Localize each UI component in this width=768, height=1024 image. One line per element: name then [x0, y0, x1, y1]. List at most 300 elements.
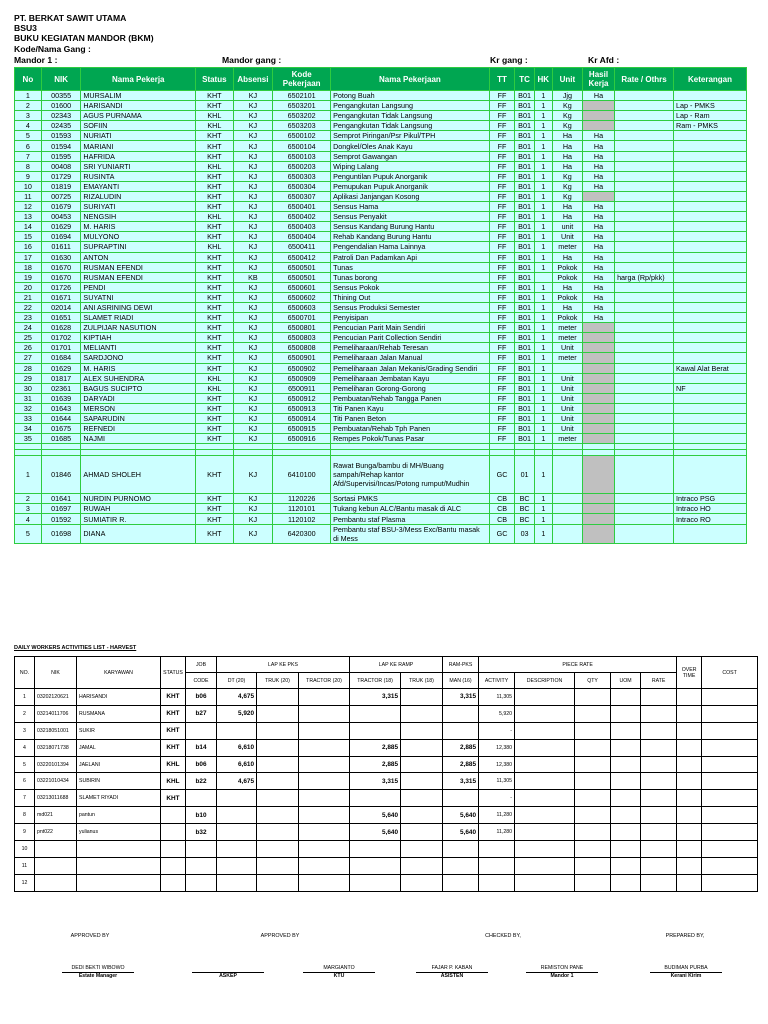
- table-cell: Intraco RO: [674, 514, 747, 524]
- table-row: [15, 302, 747, 312]
- table-cell: B01: [515, 171, 534, 181]
- table-cell: 4: [15, 739, 35, 756]
- table-cell: [641, 773, 677, 790]
- table-cell: [350, 722, 401, 739]
- table-row: [15, 722, 758, 739]
- table-cell: KJ: [233, 434, 273, 444]
- table-cell: [611, 807, 641, 824]
- table-cell: [641, 841, 677, 858]
- table-cell: SARDJONO: [81, 353, 196, 363]
- table-cell: 01629: [41, 222, 81, 232]
- bkm-col-header: Nama Pekerja: [81, 68, 196, 91]
- table-cell: 1: [534, 343, 552, 353]
- table-cell: 01846: [41, 456, 81, 494]
- table-cell: [257, 722, 299, 739]
- table-cell: [257, 773, 299, 790]
- table-cell: [611, 874, 641, 891]
- dw-h-cost: COST: [702, 657, 758, 689]
- table-row: [15, 494, 747, 504]
- table-cell: FF: [489, 414, 515, 424]
- table-cell: KJ: [233, 343, 273, 353]
- table-cell: Ram - PMKS: [674, 121, 747, 131]
- table-cell: Pemeliharaan Jalan Manual: [331, 353, 490, 363]
- table-cell: Rempes Pokok/Tunas Pasar: [331, 434, 490, 444]
- table-cell: ANTON: [81, 252, 196, 262]
- table-cell: Sensus Hama: [331, 202, 490, 212]
- table-cell: [641, 689, 677, 706]
- table-cell: 11,280: [479, 824, 515, 841]
- table-cell: Ha: [582, 222, 614, 232]
- table-row: [15, 414, 747, 424]
- table-cell: [615, 141, 674, 151]
- table-cell: [217, 841, 257, 858]
- table-cell: Pokok: [552, 272, 582, 282]
- table-cell: 6500603: [273, 302, 331, 312]
- table-cell: B01: [515, 181, 534, 191]
- table-row: [15, 242, 747, 252]
- table-cell: FF: [489, 161, 515, 171]
- table-cell: [552, 524, 582, 543]
- table-cell: [674, 343, 747, 353]
- table-cell: [674, 323, 747, 333]
- table-cell: [257, 874, 299, 891]
- table-cell: [615, 514, 674, 524]
- table-cell: KHT: [161, 722, 186, 739]
- table-cell: 2,885: [443, 756, 479, 773]
- table-cell: MARIANI: [81, 141, 196, 151]
- table-cell: [257, 705, 299, 722]
- table-cell: KHT: [196, 101, 234, 111]
- table-cell: [350, 841, 401, 858]
- table-cell: [161, 841, 186, 858]
- table-cell: 01630: [41, 252, 81, 262]
- table-cell: FF: [489, 111, 515, 121]
- table-cell: 29: [15, 373, 42, 383]
- table-cell: [677, 756, 702, 773]
- table-cell: KHT: [196, 272, 234, 282]
- table-cell: KHT: [196, 353, 234, 363]
- table-cell: Ha: [582, 212, 614, 222]
- table-cell: 6500913: [273, 403, 331, 413]
- table-cell: KHT: [196, 232, 234, 242]
- table-cell: [641, 756, 677, 773]
- table-cell: 02343: [41, 111, 81, 121]
- dw-title: DAILY WORKERS ACTIVITIES LIST - HARVEST: [14, 645, 137, 651]
- table-cell: [552, 504, 582, 514]
- table-cell: [582, 373, 614, 383]
- table-row: [15, 739, 758, 756]
- table-cell: KHT: [196, 302, 234, 312]
- table-cell: [515, 722, 575, 739]
- table-cell: Intraco PSG: [674, 494, 747, 504]
- table-cell: KHT: [196, 524, 234, 543]
- table-cell: [217, 807, 257, 824]
- bkm-col-header: Kode Pekerjaan: [273, 68, 331, 91]
- table-cell: 6410100: [273, 456, 331, 494]
- table-cell: B01: [515, 202, 534, 212]
- table-cell: HARISANDI: [81, 101, 196, 111]
- table-cell: 14: [15, 222, 42, 232]
- table-cell: 6500808: [273, 343, 331, 353]
- table-cell: Ha: [582, 171, 614, 181]
- table-cell: harga (Rp/pkk): [615, 272, 674, 282]
- table-cell: KJ: [233, 232, 273, 242]
- table-cell: [77, 841, 161, 858]
- table-cell: 6500801: [273, 323, 331, 333]
- table-cell: RUSMAN EFENDI: [81, 272, 196, 282]
- table-cell: 6500403: [273, 222, 331, 232]
- table-cell: Ha: [552, 202, 582, 212]
- table-cell: AHMAD SHOLEH: [81, 456, 196, 494]
- table-cell: 02014: [41, 302, 81, 312]
- table-cell: [677, 773, 702, 790]
- table-cell: 5: [15, 756, 35, 773]
- table-cell: [35, 857, 77, 874]
- table-cell: [674, 181, 747, 191]
- table-cell: KHT: [196, 323, 234, 333]
- table-cell: [615, 456, 674, 494]
- table-cell: BC: [515, 504, 534, 514]
- table-cell: B01: [515, 302, 534, 312]
- table-cell: KJ: [233, 91, 273, 101]
- table-cell: 00355: [41, 91, 81, 101]
- table-cell: KJ: [233, 456, 273, 494]
- table-cell: [702, 689, 758, 706]
- table-cell: Lap - Ram: [674, 111, 747, 121]
- table-cell: JAELANI: [77, 756, 161, 773]
- dw-h-ram-pks: RAM-PKS: [443, 657, 479, 673]
- table-cell: [674, 242, 747, 252]
- table-cell: [515, 807, 575, 824]
- table-cell: 01629: [41, 363, 81, 373]
- table-cell: 6503201: [273, 101, 331, 111]
- table-cell: 01592: [41, 514, 81, 524]
- table-cell: 2,885: [443, 739, 479, 756]
- table-cell: 4: [15, 514, 42, 524]
- table-cell: [674, 414, 747, 424]
- table-cell: 2,885: [350, 756, 401, 773]
- table-cell: [401, 705, 443, 722]
- table-cell: Sortasi PMKS: [331, 494, 490, 504]
- table-cell: [674, 524, 747, 543]
- table-cell: [443, 857, 479, 874]
- table-cell: 1: [534, 232, 552, 242]
- table-cell: 1: [534, 373, 552, 383]
- table-cell: 1: [534, 131, 552, 141]
- table-cell: Sensus Pokok: [331, 282, 490, 292]
- table-cell: 03218071738: [35, 739, 77, 756]
- table-cell: [582, 343, 614, 353]
- table-cell: B01: [515, 313, 534, 323]
- book-title: BUKU KEGIATAN MANDOR (BKM): [14, 33, 154, 43]
- gang-label: Kode/Nama Gang :: [14, 44, 91, 54]
- table-cell: 6,610: [217, 739, 257, 756]
- table-cell: Penyisipan: [331, 313, 490, 323]
- table-cell: FF: [489, 151, 515, 161]
- table-cell: Tunas borong: [331, 272, 490, 282]
- table-cell: [674, 91, 747, 101]
- table-cell: KJ: [233, 161, 273, 171]
- table-cell: HAFRIDA: [81, 151, 196, 161]
- table-cell: 12,380: [479, 739, 515, 756]
- table-cell: KHT: [196, 91, 234, 101]
- table-cell: 11,305: [479, 689, 515, 706]
- table-cell: KHL: [196, 161, 234, 171]
- table-cell: 31: [15, 393, 42, 403]
- table-row: [15, 272, 747, 282]
- table-cell: [299, 689, 350, 706]
- table-cell: 11,305: [479, 773, 515, 790]
- table-cell: [515, 773, 575, 790]
- table-cell: Ha: [552, 302, 582, 312]
- table-cell: [534, 272, 552, 282]
- bkm-header-row: [15, 68, 747, 91]
- table-row: [15, 181, 747, 191]
- table-cell: [552, 363, 582, 373]
- table-cell: 01594: [41, 141, 81, 151]
- table-cell: B01: [515, 212, 534, 222]
- table-cell: 10: [15, 181, 42, 191]
- table-cell: 12: [15, 874, 35, 891]
- table-cell: FF: [489, 222, 515, 232]
- table-cell: M. HARIS: [81, 222, 196, 232]
- table-cell: 01702: [41, 333, 81, 343]
- table-cell: [677, 705, 702, 722]
- dw-h-no: NO.: [15, 657, 35, 689]
- table-cell: meter: [552, 434, 582, 444]
- table-cell: [299, 874, 350, 891]
- table-cell: [582, 383, 614, 393]
- table-cell: Pembuatan/Rehab Tangga Panen: [331, 393, 490, 403]
- table-cell: 6500402: [273, 212, 331, 222]
- table-cell: KHT: [196, 282, 234, 292]
- table-cell: 1: [15, 689, 35, 706]
- bkm-col-header: TC: [515, 68, 534, 91]
- table-cell: Intraco HO: [674, 504, 747, 514]
- table-row: [15, 514, 747, 524]
- table-row: [15, 151, 747, 161]
- table-cell: [615, 161, 674, 171]
- table-cell: MULYONO: [81, 232, 196, 242]
- table-cell: 01684: [41, 353, 81, 363]
- table-cell: Titi Panen Kayu: [331, 403, 490, 413]
- bkm-col-header: No: [15, 68, 42, 91]
- table-cell: 01694: [41, 232, 81, 242]
- table-cell: [702, 705, 758, 722]
- table-cell: 1: [534, 262, 552, 272]
- table-cell: [257, 739, 299, 756]
- table-cell: KHT: [161, 790, 186, 807]
- table-cell: [615, 414, 674, 424]
- table-cell: [611, 857, 641, 874]
- table-cell: KHT: [196, 424, 234, 434]
- table-cell: 3,315: [350, 773, 401, 790]
- bkm-col-header: Keterangan: [674, 68, 747, 91]
- table-cell: KJ: [233, 333, 273, 343]
- table-cell: KHT: [196, 292, 234, 302]
- table-cell: b06: [186, 756, 217, 773]
- table-cell: FF: [489, 131, 515, 141]
- table-cell: [615, 222, 674, 232]
- table-cell: [575, 807, 611, 824]
- table-row: [15, 252, 747, 262]
- table-cell: [299, 756, 350, 773]
- sig-role-1: Estate Manager: [78, 973, 118, 979]
- table-cell: [615, 494, 674, 504]
- table-cell: MURSALIM: [81, 91, 196, 101]
- table-cell: [515, 824, 575, 841]
- table-cell: B01: [515, 101, 534, 111]
- table-cell: Titi Panen Beton: [331, 414, 490, 424]
- table-cell: [615, 121, 674, 131]
- table-cell: [582, 363, 614, 373]
- table-cell: 5,920: [479, 705, 515, 722]
- table-row: [15, 313, 747, 323]
- table-cell: B01: [515, 161, 534, 171]
- table-cell: B01: [515, 222, 534, 232]
- table-cell: [217, 722, 257, 739]
- table-row: [15, 456, 747, 494]
- table-cell: [674, 403, 747, 413]
- table-cell: [515, 874, 575, 891]
- table-cell: [161, 824, 186, 841]
- table-cell: KJ: [233, 202, 273, 212]
- table-cell: [702, 857, 758, 874]
- table-row: [15, 212, 747, 222]
- dw-h-activity: ACTIVITY: [479, 673, 515, 689]
- table-cell: [443, 874, 479, 891]
- table-cell: KHT: [196, 202, 234, 212]
- table-cell: [702, 841, 758, 858]
- table-cell: Ha: [582, 242, 614, 252]
- table-cell: KHT: [196, 141, 234, 151]
- table-cell: 13: [15, 212, 42, 222]
- table-cell: [161, 857, 186, 874]
- table-cell: 01639: [41, 393, 81, 403]
- table-cell: [677, 857, 702, 874]
- table-cell: EMAYANTI: [81, 181, 196, 191]
- table-cell: FF: [489, 292, 515, 302]
- table-cell: KJ: [233, 141, 273, 151]
- dw-table: [14, 656, 758, 892]
- table-cell: 02361: [41, 383, 81, 393]
- table-cell: [582, 456, 614, 494]
- table-cell: [582, 323, 614, 333]
- table-cell: SRI YUNIARTI: [81, 161, 196, 171]
- table-cell: Pembantu staf Plasma: [331, 514, 490, 524]
- table-cell: Ha: [582, 232, 614, 242]
- table-cell: 1: [15, 91, 42, 101]
- table-cell: HARISANDI: [77, 689, 161, 706]
- table-cell: KB: [233, 272, 273, 282]
- table-cell: 6500909: [273, 373, 331, 383]
- table-cell: 1: [534, 393, 552, 403]
- table-cell: [674, 434, 747, 444]
- table-cell: Ha: [582, 161, 614, 171]
- table-row: [15, 333, 747, 343]
- table-cell: [611, 689, 641, 706]
- table-cell: 1: [534, 504, 552, 514]
- table-cell: 6500911: [273, 383, 331, 393]
- table-row: [15, 323, 747, 333]
- table-cell: DIANA: [81, 524, 196, 543]
- table-cell: [582, 333, 614, 343]
- table-cell: [515, 739, 575, 756]
- table-row: [15, 393, 747, 403]
- table-cell: [674, 191, 747, 201]
- table-cell: [702, 874, 758, 891]
- table-row: [15, 824, 758, 841]
- table-cell: FF: [489, 181, 515, 191]
- table-cell: [615, 524, 674, 543]
- table-cell: KHT: [196, 313, 234, 323]
- table-cell: Semprot Gawangan: [331, 151, 490, 161]
- table-cell: Ha: [582, 282, 614, 292]
- table-cell: 2: [15, 705, 35, 722]
- table-cell: 01675: [41, 424, 81, 434]
- table-cell: [615, 393, 674, 403]
- table-cell: 6500914: [273, 414, 331, 424]
- table-cell: KJ: [233, 494, 273, 504]
- table-cell: B01: [515, 323, 534, 333]
- table-cell: 30: [15, 383, 42, 393]
- table-cell: KJ: [233, 414, 273, 424]
- table-cell: Kg: [552, 191, 582, 201]
- table-cell: 03221010434: [35, 773, 77, 790]
- table-cell: SLAMET RIADI: [81, 313, 196, 323]
- dw-h-qty: QTY: [575, 673, 611, 689]
- table-cell: 1: [534, 333, 552, 343]
- table-cell: FF: [489, 171, 515, 181]
- table-cell: [552, 456, 582, 494]
- table-cell: ALEX SUHENDRA: [81, 373, 196, 383]
- table-cell: KJ: [233, 383, 273, 393]
- table-cell: pantun: [77, 807, 161, 824]
- table-cell: 00453: [41, 212, 81, 222]
- table-cell: [674, 302, 747, 312]
- table-cell: KJ: [233, 262, 273, 272]
- table-cell: [615, 262, 674, 272]
- table-cell: Sensus Kandang Burung Hantu: [331, 222, 490, 232]
- table-cell: -: [479, 790, 515, 807]
- table-cell: Pemeliharan Gorong-Gorong: [331, 383, 490, 393]
- table-cell: b32: [186, 824, 217, 841]
- table-cell: KJ: [233, 171, 273, 181]
- table-cell: [674, 161, 747, 171]
- table-cell: KHL: [196, 383, 234, 393]
- table-cell: B01: [515, 111, 534, 121]
- table-cell: RUSMANA: [77, 705, 161, 722]
- table-cell: KHL: [161, 773, 186, 790]
- sig-name-3: MARGIANTO: [303, 965, 375, 973]
- table-cell: Ha: [582, 272, 614, 282]
- table-cell: 1: [534, 434, 552, 444]
- table-cell: [217, 824, 257, 841]
- table-cell: 5,640: [350, 824, 401, 841]
- table-cell: [615, 323, 674, 333]
- table-cell: Ha: [582, 151, 614, 161]
- table-cell: 01651: [41, 313, 81, 323]
- table-cell: [161, 807, 186, 824]
- table-cell: 01729: [41, 171, 81, 181]
- table-cell: 1: [534, 222, 552, 232]
- table-cell: 1120101: [273, 504, 331, 514]
- table-cell: 3,315: [443, 689, 479, 706]
- table-cell: RUSMAN EFENDI: [81, 262, 196, 272]
- table-cell: [186, 841, 217, 858]
- table-cell: FF: [489, 323, 515, 333]
- table-cell: [615, 292, 674, 302]
